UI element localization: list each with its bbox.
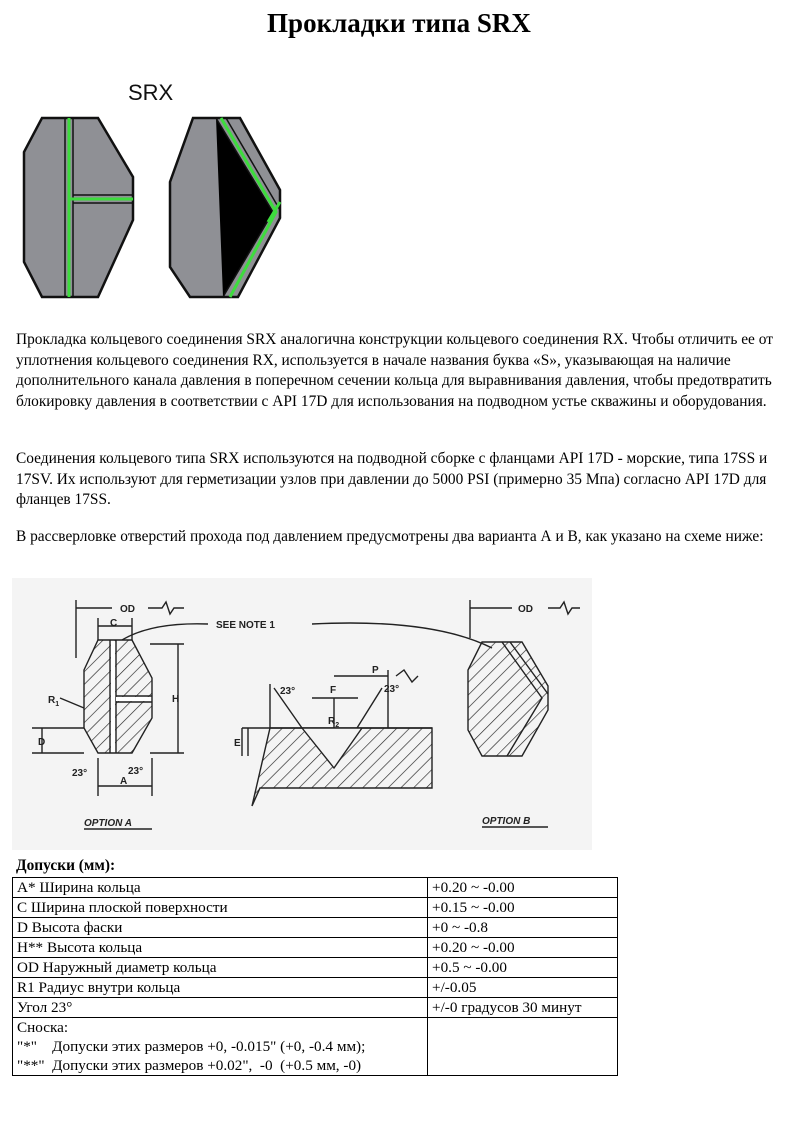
tolerance-name: OD Наружный диаметр кольца — [13, 958, 428, 978]
table-row — [13, 978, 618, 998]
footnote-line-1: "*" Допуски этих размеров +0, -0.015" (+0, -0.4 мм); — [17, 1038, 366, 1055]
angle-label-a-right: 23° — [128, 766, 144, 777]
options-technical-drawing — [12, 578, 592, 850]
table-row — [13, 998, 618, 1018]
option-a-profile — [84, 640, 152, 753]
angle-label-left-mid: 23° — [280, 686, 296, 697]
tolerance-name: D Высота фаски — [13, 918, 428, 938]
c-label: C — [110, 618, 118, 629]
od-label-a: OD — [120, 604, 135, 615]
table-row — [13, 898, 618, 918]
tolerance-name: C Ширина плоской поверхности — [13, 898, 428, 918]
srx-figure-label: SRX — [128, 80, 174, 105]
od-label-b: OD — [518, 604, 533, 615]
table-row — [13, 938, 618, 958]
r1-subscript: 1 — [55, 701, 60, 708]
tolerance-value: +/-0 градусов 30 минут — [428, 998, 618, 1018]
r1-letter: R — [48, 695, 56, 706]
tolerance-value: +0 ~ -0.8 — [428, 918, 618, 938]
table-row — [13, 958, 618, 978]
tolerance-value: +/-0.05 — [428, 978, 618, 998]
tolerance-name: A* Ширина кольца — [13, 878, 428, 898]
footnote-value-cell — [428, 1018, 618, 1076]
footnote-line-2: "**" Допуски этих размеров +0.02", -0 (+0.5 мм, -0) — [17, 1057, 362, 1074]
f-label: F — [330, 685, 337, 696]
option-a-label: OPTION A — [84, 818, 132, 829]
e-label: E — [234, 738, 241, 749]
tolerances-table — [12, 877, 618, 1076]
a-label: A — [120, 776, 128, 787]
r2-letter: R — [328, 716, 336, 727]
footnote-cell — [13, 1018, 428, 1076]
see-note-label: SEE NOTE 1 — [216, 620, 275, 631]
groove-detail — [242, 728, 432, 806]
tolerance-name: R1 Радиус внутри кольца — [13, 978, 428, 998]
tolerances-title: Допуски (мм): — [16, 857, 116, 874]
srx-section-left — [24, 118, 133, 297]
intro-paragraph: Прокладка кольцевого соединения SRX аналогична конструкции кольцевого соединения RX. Чтобы отличить ее от уплотнения кольцевого соединения RX, используется в начале названия буква «S», указывающая на наличие дополнительного канала давления в поперечном сечении кольца для выравнивания давления, чтобы предотвратить блокировку давления в соответствии с API 17D для использования на подводном устье скважины и оборудования. — [16, 331, 773, 410]
option-b-label: OPTION B — [482, 816, 531, 827]
tolerance-value: +0.20 ~ -0.00 — [428, 878, 618, 898]
angle-label-right-mid: 23° — [384, 684, 400, 695]
r1-label — [48, 695, 59, 708]
r2-subscript: 2 — [335, 722, 340, 729]
footnote-label: Сноска: — [17, 1019, 69, 1036]
footnote-row — [13, 1018, 618, 1076]
angle-label-a-left: 23° — [72, 768, 88, 779]
tolerance-value: +0.20 ~ -0.00 — [428, 938, 618, 958]
tolerance-value: +0.5 ~ -0.00 — [428, 958, 618, 978]
table-row — [13, 878, 618, 898]
srx-section-right — [170, 118, 280, 297]
tolerance-name: H** Высота кольца — [13, 938, 428, 958]
srx-cross-section-figure — [18, 72, 308, 312]
h-label: H — [172, 694, 180, 705]
usage-paragraph: Соединения кольцевого типа SRX используются на подводной сборке с фланцами API 17D - морские, типа 17SS и 17SV. Их используют для герметизации узлов при давлении до 5000 PSI (примерно 35 Мпа) согласно API 17D для фланцев 17SS. — [16, 450, 768, 509]
table-row — [13, 918, 618, 938]
p-label: P — [372, 665, 379, 676]
page-title: Прокладки типа SRX — [267, 8, 531, 38]
d-label: D — [38, 737, 46, 748]
options-paragraph: В рассверловке отверстий прохода под давлением предусмотрены два варианта А и В, как указано на схеме ниже: — [16, 528, 764, 545]
option-b-profile — [468, 642, 548, 756]
tolerance-value: +0.15 ~ -0.00 — [428, 898, 618, 918]
tolerance-name: Угол 23° — [13, 998, 428, 1018]
